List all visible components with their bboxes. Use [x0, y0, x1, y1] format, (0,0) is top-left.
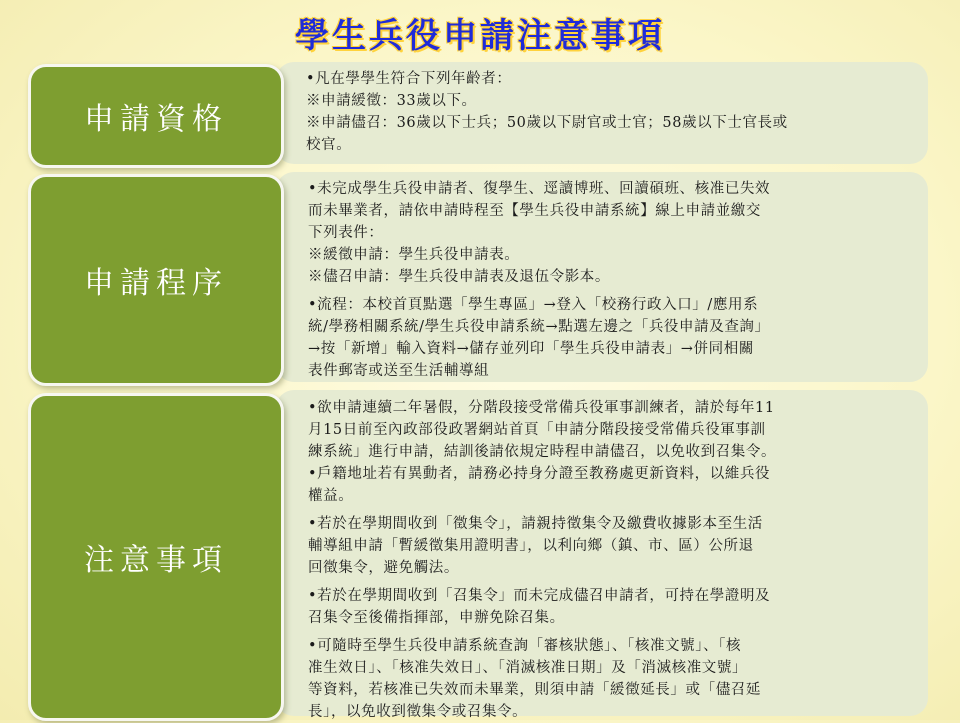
notes-text	[308, 397, 776, 723]
label-notes: 注意事項	[28, 393, 284, 721]
text-line: 而未畢業者，請依申請時程至【學生兵役申請系統】線上申請並繳交	[308, 203, 761, 219]
text-line: →按「新增」輸入資料→儲存並列印「學生兵役申請表」→併同相關	[308, 341, 754, 357]
text-line: 表件郵寄或送至生活輔導組	[308, 363, 490, 379]
text-line: •欲申請連續二年暑假，分階段接受常備兵役軍事訓練者，請於每年11	[308, 400, 775, 416]
text-line: 等資料，若核准已失效而未畢業，則須申請「緩徵延長」或「儘召延	[308, 682, 761, 698]
text-line: 准生效日」、「核准失效日」、「消滅核准日期」及「消滅核准文號」	[308, 660, 748, 676]
text-line: 輔導組申請「暫緩徵集用證明書」，以利向鄉（鎮、市、區）公所退	[308, 538, 754, 554]
text-line: 長」，以免收到徵集令或召集令。	[308, 704, 528, 720]
text-line: •若於在學期間收到「召集令」而未完成儘召申請者，可持在學證明及	[308, 588, 771, 604]
eligibility-text	[306, 68, 788, 156]
text-line: •凡在學學生符合下列年齡者：	[306, 71, 512, 87]
label-eligibility: 申請資格	[28, 64, 284, 168]
text-line: 校官。	[306, 137, 352, 153]
text-line: •戶籍地址若有異動者，請務必持身分證至教務處更新資料，以維兵役	[308, 466, 771, 482]
text-line: •未完成學生兵役申請者、復學生、逕讀博班、回讀碩班、核准已失效	[308, 181, 771, 197]
text-line: •若於在學期間收到「徵集令」，請親持徵集令及繳費收據影本至生活	[308, 516, 763, 532]
procedure-text	[308, 178, 770, 382]
text-line: 統/學務相關系統/學生兵役申請系統→點選左邊之「兵役申請及查詢」	[308, 319, 770, 335]
text-line: ※儘召申請：學生兵役申請表及退伍令影本。	[308, 269, 610, 285]
label-procedure: 申請程序	[28, 174, 284, 386]
text-line: 召集令至後備指揮部，申辦免除召集。	[308, 610, 565, 626]
text-line: 權益。	[308, 488, 354, 504]
text-line: ※申請緩徵：33歲以下。	[306, 93, 477, 109]
text-line: ※申請儘召：36歲以下士兵；50歲以下尉官或士官；58歲以下士官長或	[306, 115, 788, 131]
text-line: 練系統」進行申請，結訓後請依規定時程申請儘召，以免收到召集令。	[308, 444, 777, 460]
text-line: 下列表件：	[308, 225, 384, 241]
text-line: ※緩徵申請：學生兵役申請表。	[308, 247, 520, 263]
text-line: •可隨時至學生兵役申請系統查詢「審核狀態」、「核准文號」、「核	[308, 638, 742, 654]
text-line: 月15日前至內政部役政署網站首頁「申請分階段接受常備兵役軍事訓	[308, 422, 766, 438]
page-title: 學生兵役申請注意事項	[295, 16, 665, 56]
text-line: 回徵集令，避免觸法。	[308, 560, 459, 576]
text-line: •流程：本校首頁點選「學生專區」→登入「校務行政入口」/應用系	[308, 297, 759, 313]
